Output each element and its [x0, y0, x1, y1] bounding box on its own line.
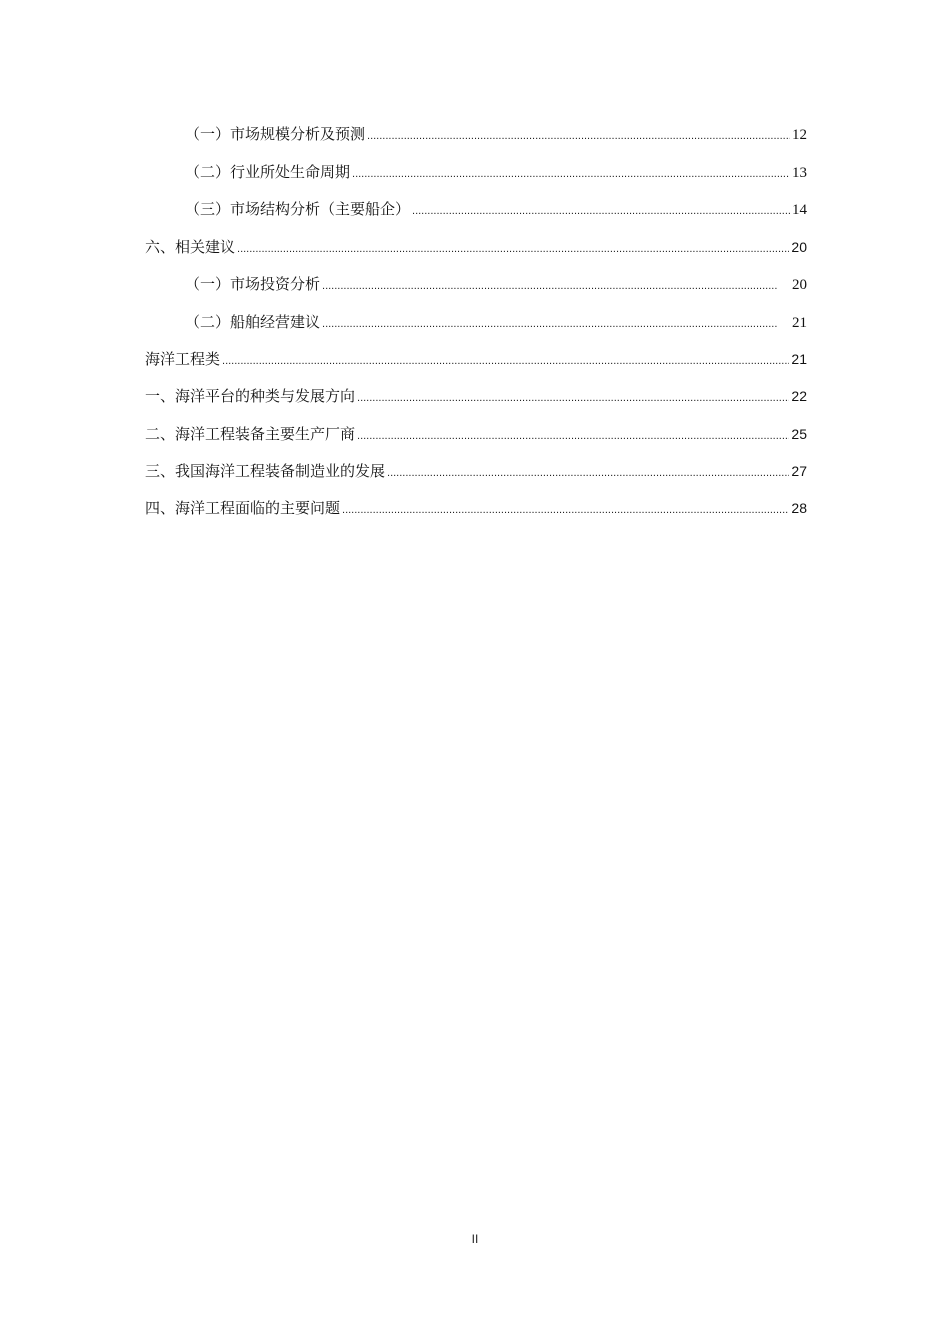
toc-entry-page: 22: [791, 388, 807, 404]
dot-leader: [222, 349, 789, 373]
toc-entry[interactable]: [185, 160, 807, 184]
toc-entry-title: 三、我国海洋工程装备制造业的发展: [145, 462, 386, 480]
dot-leader: [352, 162, 790, 186]
dot-leader: [237, 237, 789, 261]
dot-leader: [322, 274, 778, 298]
toc-entry-page: 14: [792, 202, 807, 218]
toc-entry[interactable]: [185, 197, 807, 221]
dot-leader: [342, 498, 789, 522]
toc-entry[interactable]: [145, 235, 807, 259]
toc-entry-title: 六、相关建议: [145, 238, 236, 256]
toc-entry-title: （一）市场投资分析: [185, 275, 321, 293]
toc-entry-title: （三）市场结构分析（主要船企）: [185, 200, 411, 218]
toc-entry[interactable]: [145, 347, 807, 371]
toc-entry-page: 21: [791, 351, 807, 367]
dot-leader: [357, 386, 789, 410]
toc-entry-title: （二）行业所处生命周期: [185, 163, 351, 181]
toc-entry-page: 27: [791, 463, 807, 479]
dot-leader: [367, 124, 790, 148]
dot-leader: [387, 461, 789, 485]
page-number: II: [471, 1232, 479, 1246]
toc-entry-page: 21: [792, 315, 807, 331]
toc-entry-title: （一）市场规模分析及预测: [185, 125, 366, 143]
toc-entry[interactable]: [185, 122, 807, 146]
dot-leader: [357, 424, 789, 448]
toc-entry-page: 20: [792, 277, 807, 293]
dot-leader: [322, 312, 778, 336]
toc-entry[interactable]: [145, 384, 807, 408]
toc-entry-title: （二）船舶经营建议: [185, 313, 321, 331]
toc-entry[interactable]: [145, 459, 807, 483]
toc-entry[interactable]: [185, 310, 807, 334]
toc-entry[interactable]: [145, 422, 807, 446]
toc-entry-title: 一、海洋平台的种类与发展方向: [145, 387, 356, 405]
toc-entry-title: 海洋工程类: [145, 350, 221, 368]
toc-entry-page: 20: [791, 239, 807, 255]
toc-entry[interactable]: [145, 496, 807, 520]
toc-entry-page: 12: [792, 127, 807, 143]
toc-entry-page: 25: [791, 426, 807, 442]
dot-leader: [412, 199, 790, 223]
toc-entry-page: 28: [791, 500, 807, 516]
toc-entry-title: 四、海洋工程面临的主要问题: [145, 499, 341, 517]
toc-entry-title: 二、海洋工程装备主要生产厂商: [145, 425, 356, 443]
toc-entry[interactable]: [185, 272, 807, 296]
toc-entry-page: 13: [792, 165, 807, 181]
